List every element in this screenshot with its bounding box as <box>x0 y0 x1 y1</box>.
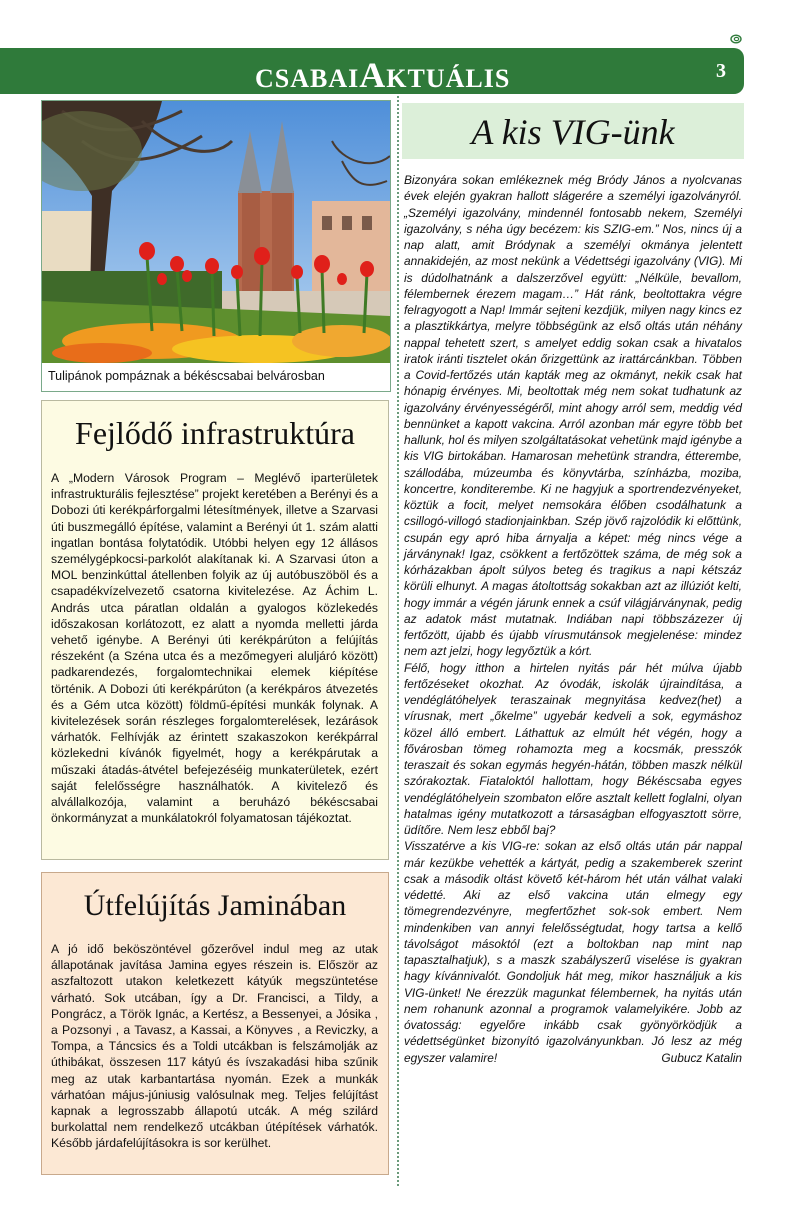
photo-frame <box>41 100 391 392</box>
article-vig-paragraph: Bizonyára sokan emlékeznek még Bródy János a nyolcvanas évek elején gyakran hallott slágerére a személyi igazolványról. „Személyi igazolvány, mindennél fontosabb nekem, Személyi igazolvány, s néha úgy becézem: kis SZIG-em.” Nos, nincs új a nap alatt, amit Bródynak a személyi okmánya jelentett annakidején, az most nekünk a Védettségi igazolvány (VIG). Mi is dúdolhatnánk a dalszerzővel együtt: „Nélküle, bevallom, félembernek érezem magam…” Hát ránk, beoltottakra végre felragyogott a Nap! Immár sejteni kezdjük, milyen nagy kincs ez a plasztikkártya, melyre többségünk az első oltás után néhány nappal tehetett szert, s amelyet eddig sokan csak a hivatalos iratok iránti tisztelet okán őrizgettünk az irattárcánkban. Többen a Covid-fertőzés után kapták meg az okmányt, nekik csak hat hónapig érvényes. Mi, beoltottak még nem sokat tudhatunk az igazolvány érvényességéről, mint ahogy arról sem, meddig véd bennünket a kapott vakcina. Arról azonban már egyre több bet hallunk, hol és milyen szolgáltatásokat vehetünk majd igénybe a kis VIG birtokában. Hamarosan mehetünk strandra, étterembe, szállodába, múzeumba és könyvtárba, színházba, moziba, koncertre, konditerembe. Ki ne hagyjuk a sportrendezvényeket, köztük a focit, melyet nemsokára élőben csodálhatunk a csillogó-villogó stadionjainkban. Szép jövő rajzolódik ki előttünk, csupán egy apró hiba árnyalja a képet: még nincs vége a járványnak! Igaz, csökkent a fertőzöttek száma, de még sok a kórházakban ápolt súlyos beteg és tragikus a napi kétszáz körüli elhunyt. A magas átoltottság sokakban azt az illúziót kelti, hogy immár a végén járunk ennek a csúf világjárványnak, pedig az adatok mást mutatnak. Indiában napi többszázezer új fertőzött, újabb és újabb vírusmutánsok megjelenése: mindez nem azt jelzi, hogy legyőztük a kórt. <box>404 173 742 659</box>
article-vig-paragraph <box>404 838 742 1066</box>
article-vig-title-box <box>402 103 744 159</box>
masthead-big-letter: A <box>359 55 387 95</box>
photo-caption: Tulipánok pompáznak a békéscsabai belvárosban <box>48 369 325 383</box>
masthead-post: KTUÁLIS <box>386 64 511 93</box>
masthead-pre: CSABAI <box>255 64 360 93</box>
article-vig-author: Gubucz Katalin <box>661 1050 742 1065</box>
masthead-title <box>255 54 510 96</box>
tulip-church-photo <box>42 101 390 363</box>
article-vig-body <box>404 172 742 1066</box>
article-vig-paragraph-text: Visszatérve a kis VIG-re: sokan az első oltás után pár nappal már kezükbe vehették a kártyát, pedig a szakemberek szerint csak a második oltást követő két-három hét után válhat valaki védetté. Aki az első vakcina után elmegy egy tömegrendezvényre, megfertőzhet sok-sok embert. Nem mindenkiben van annyi felelősségtudat, hogy tartsa a kellő távolságot másoktól (ezt a boltokban nap mint nap tapasztalhatjuk), s a maszk szabályszerű viselése is gyakran hagy kívánnivalót. Gondoljuk hát meg, mikor használjuk a kis VIG-ünket! Ne érezzük magunkat félembernek, ha nyitás után nem rohanunk azonnal a programok valamelyikére. Jobb az óvatosság: egyelőre inkább csak gyönyörködjük a védettségünket bizonyító igazolványunkban. Jó lesz az még egyszer valamire! <box>404 839 742 1065</box>
article-infrastructure-body: A „Modern Városok Program – Meglévő iparterületek infrastrukturális fejlesztése” projekt keretében a Berényi és a Dobozi úti kerékpárforgalmi létesítmények, illetve a Szarvasi úti buszmegálló építése, valamint a Berényi út 1. szám alatti ingatlan bontása folytatódik. Utóbbi helyen egy 12 állásos személygépkocsi-parkolót alakítanak ki. A Szarvasi úton a MOL benzinkúttal átellenben folyik az új autóbuszöböl és a csapadékvízelvezető csatorna kivitelezése. Az Áchim L. András utca páratlan oldalán a gyalogos közlekedés időszakosan korlátozott, ez alatt a nyomda melletti járda vehető igénybe. A Berényi úti kerékpárúton a felújítás részeként (a Széna utca és a mezőmegyeri aluljáró között) padkarendezés, forgalomtechnikai elemek kiépítése történik. A Dobozi úti kerékpárúton (a kerékpáros átvezetés és a Gém utca között) földmű-építési munkák folynak. A kivitelezések során részleges forgalomterelések, lezárások várhatók. Felhívják az érintett szakaszokon kerékpárral közlekedni kívánók figyelmét, hogy a kerékpárutak a műszaki átadás-átvétel befejezéséig munkaterületek, ezért saját felelősségre használhatók. A kivitelező és alvállalkozója, valamint a beruházó békéscsabai önkormányzat a munkálatokról folyamatosan tájékoztat. <box>51 471 378 826</box>
article-road-renewal-body: A jó idő beköszöntével gőzerővel indul meg az utak állapotának javítása Jamina egyes részein is. Először az aszfaltozott utakon keletkezett kátyúk megszüntetése várható. Sok utcában, így a Dr. Francisci, a Tildy, a Pongrácz, a Török Ignác, a Kertész, a Bessenyei, a Jósika , a Pozsonyi , a Tavasz, a Kassai, a Könyves , a Reviczky, a Tompa, a Táncsics és a Toldi utcákban is felszámolják az úthibákat, összesen 117 kátyú és ívszakadási hiba szűnik meg az utak karbantartása nyomán. Ezek a munkák várhatóan május-júniusig valósulnak meg. Teljes felújítást kapnak a legrosszabb állapotú utcák. A még szilárd burkolattal nem rendelkező utcákban útépítések várhatók. Később járdafelújításokra is sor kerülhet. <box>51 942 378 1151</box>
swirl-icon <box>730 34 742 44</box>
article-vig-paragraph: Félő, hogy itthon a hirtelen nyitás pár hét múlva újabb fertőzéseket okozhat. Az óvodák, iskolák újraindítása, a vendéglátóhelyek teraszainak megnyitása kedvez(het) a vírusnak, mert „őkelme” ugyebár kedveli a sok, egymáshoz közel álló embert. Láthattuk az elmúlt hét végén, hogy a fővárosban tömeg rohamozta meg a kocsmák, presszók teraszait és sokan egymás hegyén-hátán, többen maszk nélkül szórakoztak. Fiataloktól hallottam, hogy Békéscsaba egyes vendéglátóhelyein szombaton előre asztalt kellett foglalni, olyan hatalmas igény mutatkozott a társaságban elfogyasztott sörre, üdítőre. Nem lesz ebből baj? <box>404 660 742 837</box>
article-vig-title: A kis VIG-ünk <box>471 112 675 152</box>
article-infrastructure-title: Fejlődő infrastruktúra <box>75 415 355 451</box>
column-divider <box>397 96 399 1186</box>
article-infrastructure <box>41 400 389 860</box>
page-number: 3 <box>716 60 726 82</box>
article-road-renewal-title: Útfelújítás Jaminában <box>83 889 347 922</box>
article-road-renewal <box>41 872 389 1175</box>
